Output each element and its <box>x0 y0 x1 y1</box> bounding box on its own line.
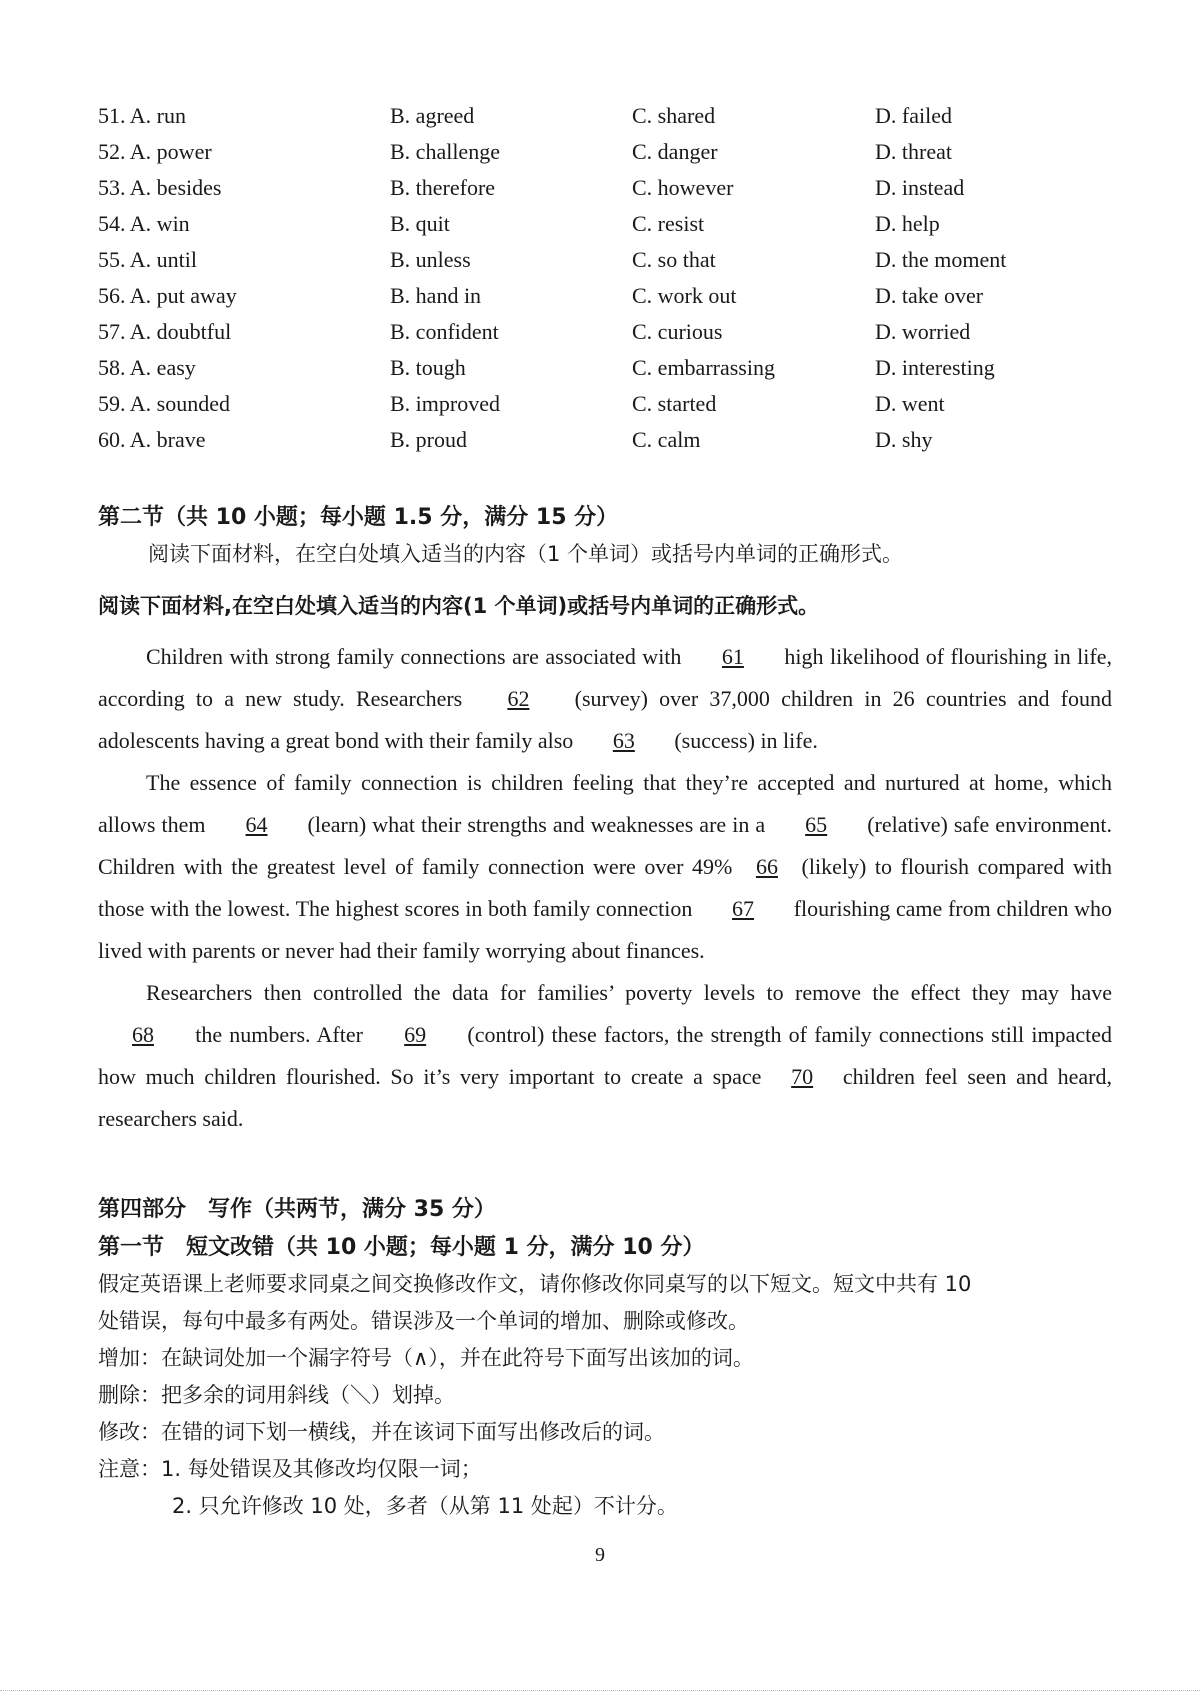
option-c: C. danger <box>632 139 718 164</box>
option-row <box>98 314 1118 350</box>
page-number: 9 <box>595 1544 605 1566</box>
option-c: C. calm <box>632 427 701 452</box>
section2-heading: 第二节（共 10 小题；每小题 1.5 分，满分 15 分） <box>98 505 619 530</box>
part4-subheading: 第一节 短文改错（共 10 小题；每小题 1 分，满分 10 分） <box>98 1235 705 1260</box>
option-a: 57. A. doubtful <box>98 319 232 344</box>
passage-paragraph-3: Researchers then controlled the data for families’ poverty levels to remove the effect they may have 68 the numbers. After 69 (control) these factors, the strength of family connections still impacted how much children flourished. So it’s very important to create a space 70 children feel seen and heard, researchers said. <box>98 980 1112 1131</box>
blank-64[interactable]: 64 <box>245 812 268 837</box>
option-d: D. went <box>875 391 945 416</box>
part4-delete-rule: 删除：把多余的词用斜线（＼）划掉。 <box>98 1383 455 1407</box>
option-b: B. unless <box>390 247 471 272</box>
option-d: D. interesting <box>875 355 995 380</box>
option-row <box>98 422 1118 458</box>
option-a: 52. A. power <box>98 139 212 164</box>
part4-note-2: 2. 只允许修改 10 处，多者（从第 11 处起）不计分。 <box>172 1494 678 1518</box>
option-a: 51. A. run <box>98 103 187 128</box>
option-c: C. embarrassing <box>632 355 775 380</box>
option-b: B. confident <box>390 319 499 344</box>
section2-instruction-bold: 阅读下面材料,在空白处填入适当的内容(1 个单词)或括号内单词的正确形式。 <box>98 594 820 618</box>
option-d: D. failed <box>875 103 952 128</box>
option-row <box>98 170 1118 206</box>
blank-63[interactable]: 63 <box>612 728 635 753</box>
blank-61[interactable]: 61 <box>721 644 744 669</box>
option-b: B. hand in <box>390 283 482 308</box>
part4-heading: 第四部分 写作（共两节，满分 35 分） <box>98 1197 496 1222</box>
option-b: B. therefore <box>390 175 496 200</box>
option-row <box>98 278 1118 314</box>
option-a: 58. A. easy <box>98 355 196 380</box>
option-row <box>98 386 1118 422</box>
option-a: 56. A. put away <box>98 283 237 308</box>
option-c: C. shared <box>632 103 716 128</box>
option-a: 59. A. sounded <box>98 391 231 416</box>
option-b: B. agreed <box>390 103 475 128</box>
cloze-passage <box>98 636 1112 1140</box>
option-row <box>98 98 1118 134</box>
option-d: D. shy <box>875 427 933 452</box>
blank-69[interactable]: 69 <box>404 1022 427 1047</box>
part4-modify-rule: 修改：在错的词下划一横线，并在该词下面写出修改后的词。 <box>98 1420 665 1444</box>
blank-65[interactable]: 65 <box>805 812 828 837</box>
options-table <box>98 98 1118 458</box>
page-divider <box>0 1690 1200 1691</box>
blank-67[interactable]: 67 <box>732 896 755 921</box>
blank-68[interactable]: 68 <box>132 1022 154 1047</box>
option-row <box>98 350 1118 386</box>
option-b: B. proud <box>390 427 467 452</box>
blank-62[interactable]: 62 <box>507 686 530 711</box>
option-a: 53. A. besides <box>98 175 222 200</box>
option-c: C. started <box>632 391 717 416</box>
option-a: 60. A. brave <box>98 427 206 452</box>
blank-66[interactable]: 66 <box>755 854 778 879</box>
option-a: 54. A. win <box>98 211 190 236</box>
part4-add-rule: 增加：在缺词处加一个漏字符号（∧），并在此符号下面写出该加的词。 <box>98 1346 754 1370</box>
option-c: C. resist <box>632 211 705 236</box>
option-d: D. help <box>875 211 940 236</box>
blank-70[interactable]: 70 <box>791 1064 814 1089</box>
part4-note-1: 注意：1. 每处错误及其修改均仅限一词； <box>98 1457 482 1481</box>
option-c: C. work out <box>632 283 737 308</box>
option-b: B. tough <box>390 355 466 380</box>
option-b: B. quit <box>390 211 450 236</box>
option-d: D. instead <box>875 175 965 200</box>
passage-paragraph-2: The essence of family connection is children feeling that they’re accepted and nurtured at home, which allows them 64 (learn) what their strengths and weaknesses are in a 65 (relative) safe environment. Children with the greatest level of family connection were over 49% 66 (likely) to flourish compared with those with the lowest. The highest scores in both family connection 67 flourishing came from children who lived with parents or never had their family worrying about finances. <box>98 770 1113 963</box>
option-d: D. worried <box>875 319 971 344</box>
option-row <box>98 242 1118 278</box>
part4-instruction-line1: 假定英语课上老师要求同桌之间交换修改作文，请你修改你同桌写的以下短文。短文中共有 10 <box>98 1272 972 1296</box>
option-d: D. the moment <box>875 247 1007 272</box>
option-b: B. challenge <box>390 139 500 164</box>
option-c: C. curious <box>632 319 723 344</box>
option-d: D. threat <box>875 139 952 164</box>
option-row <box>98 134 1118 170</box>
section2-instruction: 阅读下面材料，在空白处填入适当的内容（1 个单词）或括号内单词的正确形式。 <box>148 542 904 566</box>
option-b: B. improved <box>390 391 500 416</box>
part4-instruction-line2: 处错误，每句中最多有两处。错误涉及一个单词的增加、删除或修改。 <box>98 1309 749 1333</box>
option-c: C. however <box>632 175 734 200</box>
option-c: C. so that <box>632 247 716 272</box>
option-row <box>98 206 1118 242</box>
option-a: 55. A. until <box>98 247 198 272</box>
passage-paragraph-1: Children with strong family connections are associated with 61 high likelihood of flourishing in life, according to a new study. Researchers 62 (survey) over 37,000 children in 26 countries and found adolescents having a great bond with their family also 63 (success) in life. <box>98 636 1112 762</box>
option-d: D. take over <box>875 283 984 308</box>
